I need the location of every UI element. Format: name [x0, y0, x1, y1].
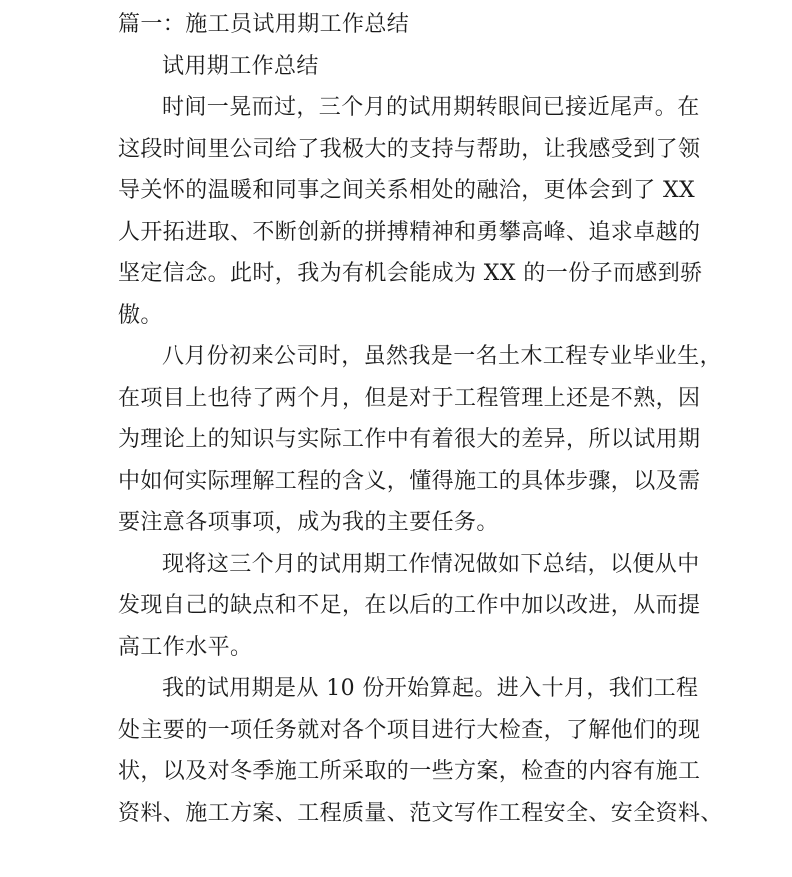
paragraph-line: 八月份初来公司时，虽然我是一名土木工程专业毕业生，	[162, 344, 723, 369]
paragraph-line: 坚定信念。此时，我为有机会能成为 XX 的一份子而感到骄	[118, 261, 703, 286]
paragraph-line: 导关怀的温暖和同事之间关系相处的融洽，更体会到了 XX	[118, 178, 696, 203]
paragraph-line: 为理论上的知识与实际工作中有着很大的差异，所以试用期	[118, 427, 701, 452]
paragraph-line: 要注意各项事项，成为我的主要任务。	[118, 510, 499, 535]
paragraph-line: 在项目上也待了两个月，但是对于工程管理上还是不熟，因	[118, 385, 701, 411]
paragraph-line: 我的试用期是从 10 份开始算起。进入十月，我们工程	[162, 676, 699, 701]
paragraph-line: 资料、施工方案、工程质量、范文写作工程安全、安全资料、	[118, 800, 723, 826]
document-subtitle: 试用期工作总结	[162, 53, 319, 79]
paragraph-line: 傲。	[118, 302, 163, 328]
paragraph-line: 中如何实际理解工程的含义，懂得施工的具体步骤，以及需	[118, 468, 701, 494]
paragraph-line: 现将这三个月的试用期工作情况做如下总结，以便从中	[162, 551, 700, 577]
document-title: 篇一：施工员试用期工作总结	[118, 12, 410, 37]
document-body	[118, 0, 723, 834]
paragraph-line: 处主要的一项任务就对各个项目进行大检查，了解他们的现	[118, 717, 701, 743]
paragraph-line: 人开拓进取、不断创新的拼搏精神和勇攀高峰、追求卓越的	[118, 219, 701, 245]
paragraph-line: 高工作水平。	[118, 634, 253, 660]
paragraph-line: 这段时间里公司给了我极大的支持与帮助，让我感受到了领	[118, 136, 701, 162]
paragraph-line: 时间一晃而过，三个月的试用期转眼间已接近尾声。在	[162, 95, 700, 120]
paragraph-line: 发现自己的缺点和不足，在以后的工作中加以改进，从而提	[118, 593, 701, 618]
paragraph-line: 状，以及对冬季施工所采取的一些方案，检查的内容有施工	[118, 759, 701, 784]
